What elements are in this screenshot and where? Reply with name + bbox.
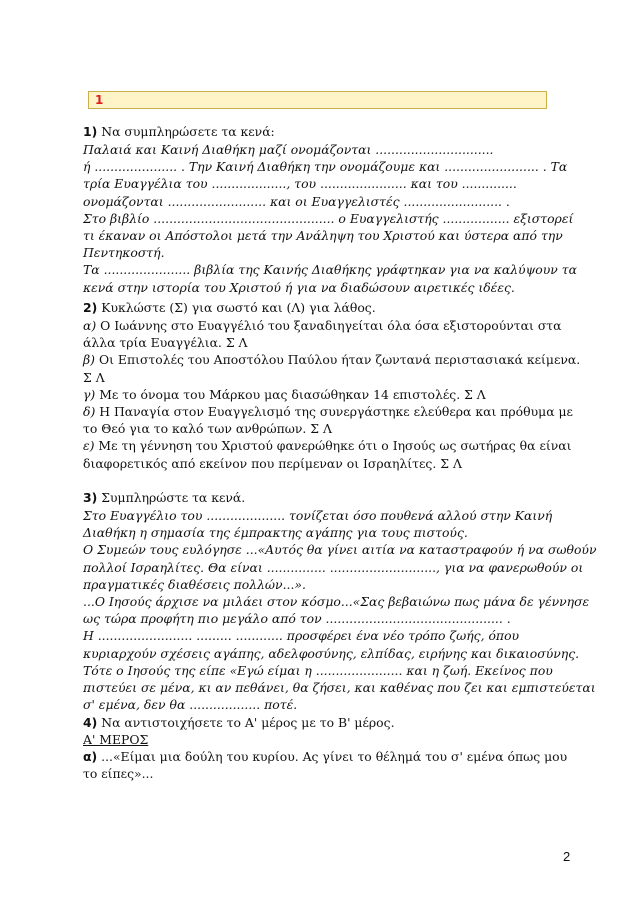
q2-title-line (83, 299, 376, 316)
q1-line: ονομάζονται ......................... και οι Ευαγγελιστές ......................... . (83, 193, 510, 209)
q4-item-a-label: α) (83, 749, 98, 764)
q3-number: 3) (83, 490, 98, 505)
q2-number: 2) (83, 300, 98, 315)
q2-item-text: Ο Ιωάννης στο Ευαγγέλιό του ξαναδιηγείται όλα όσα εξιστορούνται στα (96, 318, 562, 333)
q3-line: πολλοί Ισραηλίτες. Θα είναι ............... ..........................., για να φανερωθούν οι (83, 559, 584, 575)
q2-item-text: διαφορετικός από εκείνον που περίμεναν οι Ισραηλίτες. Σ Λ (83, 455, 462, 471)
q4-part-label: Α' ΜΕΡΟΣ (83, 732, 149, 747)
q2-item-line (83, 420, 332, 437)
q2-item-line (83, 369, 105, 386)
q2-item-label: α) (83, 318, 97, 333)
q3-line: Διαθήκη η σημασία της έμπρακτης αγάπης για τους πιστούς. (83, 525, 468, 541)
q1-title: Να συμπληρώσετε τα κενά: (101, 124, 275, 139)
q1-line: Πεντηκοστή. (83, 245, 165, 261)
q3-line: ως τώρα προφήτη πιο μεγάλο από τον ............................................. . (83, 611, 511, 627)
q2-item-label: ε) (83, 438, 95, 454)
q1-line: τι έκαναν οι Απόστολοι μετά την Ανάληψη του Χριστού και ύστερα από την (83, 228, 563, 243)
q2-item-text: Σ Λ (83, 369, 105, 385)
q2-item-text: Η Παναγία στον Ευαγγελισμό της συνεργάστηκε ελεύθερα και πρόθυμα με (95, 404, 573, 419)
q4-item-a-line2: το είπες»... (83, 766, 154, 781)
q4-item-a-text: ...«Είμαι μια δούλη του κυρίου. Ας γίνει το θέλημά του σ' εμένα όπως μου (97, 749, 568, 764)
q1-line: Τα ...................... βιβλία της Καινής Διαθήκης γράφτηκαν για να καλύψουν τα (83, 262, 577, 278)
q2-item-text: Με τη γέννηση του Χριστού φανερώθηκε ότι ο Ιησούς ως σωτήρας θα είναι (94, 438, 572, 454)
q2-item-line (83, 403, 573, 420)
q1-number: 1) (83, 124, 98, 139)
q3-line: σ' εμένα, δεν θα .................. ποτέ. (83, 697, 298, 713)
q3-line: ...Ο Ιησούς άρχισε να μιλάει στον κόσμο...«Σας βεβαιώνω πως μάνα δε γέννησε (83, 594, 590, 609)
q2-item-line (83, 455, 462, 472)
q4-title-line (83, 714, 395, 731)
q2-item-line (83, 437, 572, 454)
q2-item-text: το Θεό για το καλό των ανθρώπων. Σ Λ (83, 421, 332, 437)
q3-line: Στο Ευαγγέλιο του .................... τονίζεται όσο πουθενά αλλού στην Καινή (83, 508, 553, 523)
q3-line: πιστεύει σε μένα, κι αν πεθάνει, θα ζήσει, και καθένας που ζει και εμπιστεύεται (83, 680, 596, 695)
q2-item-label: γ) (83, 386, 96, 402)
q4-item-a-line1 (83, 748, 567, 765)
q3-line: Ο Συμεών τους ευλόγησε ...«Αυτός θα γίνει αιτία να καταστραφούν ή να σωθούν (83, 542, 597, 558)
section-number: 1 (95, 93, 104, 107)
q2-item-line (83, 351, 580, 368)
q2-item-text: Οι Επιστολές του Αποστόλου Παύλου ήταν ζωντανά περιστασιακά κείμενα. (95, 352, 581, 368)
q1-line: κενά στην ιστορία του Χριστού ή για να διαδώσουν αιρετικές ιδέες. (83, 279, 515, 295)
q3-line: Τότε ο Ιησούς της είπε «Εγώ είμαι η ...................... και η ζωή. Εκείνος που (83, 662, 553, 678)
q3-line: Η ........................ ......... ............ προσφέρει ένα νέο τρόπο ζωής, όπου (83, 628, 520, 644)
q1-line: Παλαιά και Καινή Διαθήκη μαζί ονομάζονται .............................. (83, 142, 494, 157)
q2-item-label: δ) (83, 404, 96, 419)
q4-number: 4) (83, 715, 98, 730)
q1-line: Στο βιβλίο .............................................. ο Ευαγγελιστής ................. εξιστορεί (83, 210, 574, 226)
q2-item-text: Με το όνομα του Μάρκου μας διασώθηκαν 14 επιστολές. Σ Λ (95, 386, 486, 402)
page-number: 2 (563, 849, 571, 864)
q2-item-label: β) (83, 352, 95, 368)
q4-title: Να αντιστοιχήσετε το Α' μέρος με το Β' μέρος. (101, 715, 395, 730)
q1-title-line (83, 123, 275, 140)
q1-line: τρία Ευαγγέλια του ..................., του ...................... και του .............. (83, 176, 517, 192)
q2-item-text: άλλα τρία Ευαγγέλια. Σ Λ (83, 335, 248, 351)
q3-title: Συμπληρώστε τα κενά. (101, 490, 246, 505)
q3-line: κυριαρχούν σχέσεις αγάπης, αδελφοσύνης, ελπίδας, ειρήνης και δικαιοσύνης. (83, 645, 580, 661)
q2-item-line (83, 317, 562, 334)
q1-line: ή ..................... . Την Καινή Διαθήκη την ονομάζουμε και ........................ . Τα (83, 159, 568, 175)
q2-item-line (83, 334, 247, 351)
q3-line: πραγματικές διαθέσεις πολλών...». (83, 576, 306, 592)
q3-title-line (83, 489, 245, 506)
q2-title: Κυκλώστε (Σ) για σωστό και (Λ) για λάθος. (101, 300, 376, 315)
q2-item-line (83, 386, 486, 403)
section-header-box (88, 91, 547, 109)
